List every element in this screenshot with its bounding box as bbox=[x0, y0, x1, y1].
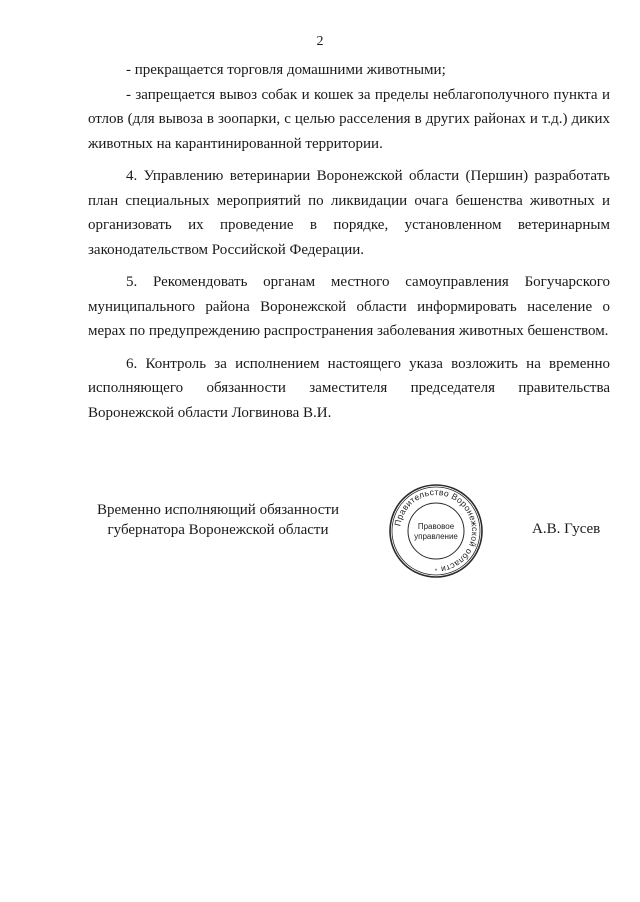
signatory-title-line1: Временно исполняющий обязанности bbox=[96, 502, 339, 518]
paragraph-item-2: - запрещается вывоз собак и кошек за пределы неблагополучного пункта и отлов (для вывоза в зоопарки, с целью расселения в других районах и т.д.) диких животных на карантинированной территории. bbox=[88, 86, 610, 152]
paragraph-5: 5. Рекомендовать органам местного самоуправления Богучарского муниципального района Воронежской области информировать население о мерах по предупреждению распространения заболевания животных бешенством. bbox=[88, 274, 610, 339]
signatory-title-line2: губернатора Воронежской области bbox=[107, 522, 329, 538]
paragraph-6: 6. Контроль за исполнением настоящего указа возложить на временно исполняющего обязанности заместителя председателя правительства Воронежской области Логвинова В.И. bbox=[88, 355, 610, 421]
signatory-name: А.В. Гусев bbox=[532, 521, 601, 537]
stamp-center-line1: Правовое bbox=[417, 522, 455, 531]
document-body bbox=[88, 58, 610, 425]
stamp-center-line2: управление bbox=[414, 532, 458, 541]
stamp-ring-text: Правительство Воронежской области bbox=[392, 486, 481, 575]
stamp-star-icon: * bbox=[434, 569, 438, 575]
paragraph-4: 4. Управлению ветеринарии Воронежской области (Першин) разработать план специальных мероприятий по ликвидации очага бешенства животных и организовать их проведение в порядке, установленном ветеринарным законодательством Российской Федерации. bbox=[88, 168, 610, 258]
page-number: 2 bbox=[316, 34, 324, 49]
official-stamp bbox=[388, 483, 484, 579]
paragraph-item-1: - прекращается торговля домашними животными; bbox=[126, 62, 446, 78]
signatory-title bbox=[88, 500, 348, 540]
